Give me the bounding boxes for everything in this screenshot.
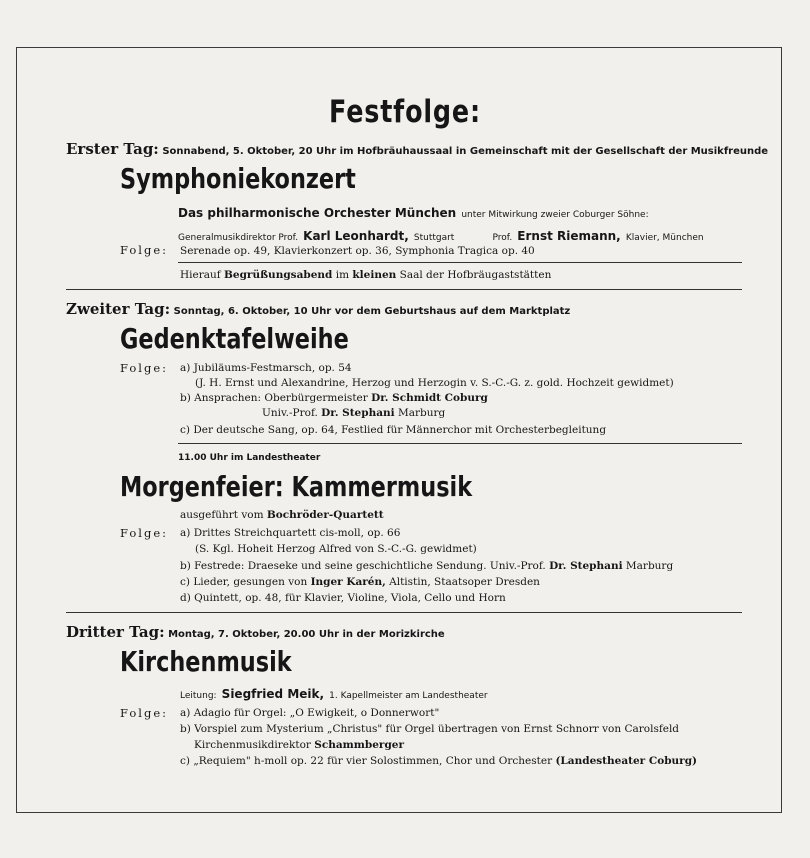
day2-b2-name: Dr. Stephani: [321, 407, 395, 419]
day2-line: [66, 300, 570, 318]
day3-b2-name: Schammberger: [314, 739, 404, 751]
divider: [178, 262, 742, 263]
day1-after-b1: Begrüßungsabend: [224, 269, 333, 281]
day2-m-c: [180, 576, 540, 588]
day2-b-pre: b) Ansprachen: Oberbürgermeister: [180, 392, 368, 404]
day3-lead-post: 1. Kapellmeister am Landestheater: [329, 691, 488, 701]
divider: [178, 443, 742, 444]
day1-cond-city: Stuttgart: [413, 233, 455, 243]
day2-perf-name: Bochröder-Quartett: [266, 509, 384, 521]
day3-c-pre: c) „Requiem" h-moll op. 22 für vier Solostimmen, Chor und Orchester: [180, 755, 553, 767]
folge-label: Folge:: [120, 526, 168, 540]
day1-after-mid: im: [335, 269, 350, 281]
day2-m-b-pre: b) Festrede: Draeseke und seine geschichtliche Sendung. Univ.-Prof.: [180, 560, 546, 572]
day2-performer: [180, 509, 384, 521]
day3-lead-pre: Leitung:: [180, 691, 217, 701]
day2-b-name: Dr. Schmidt Coburg: [371, 392, 488, 404]
day3-info: Montag, 7. Oktober, 20.00 Uhr in der Morizkirche: [168, 629, 445, 640]
folge-label: Folge:: [120, 706, 168, 720]
day2-m-b-post: Marburg: [625, 560, 674, 572]
day1-piano-name: Ernst Riemann,: [517, 229, 621, 243]
day2-item-b: [180, 392, 488, 404]
day3-c-name: (Landestheater Coburg): [555, 755, 698, 767]
day2-m-c-name: Inger Karén,: [310, 576, 386, 588]
day2-perf-pre: ausgeführt vom: [180, 509, 264, 521]
day1-soloists-line: [178, 225, 704, 244]
day2-m-c-pre: c) Lieder, gesungen von: [180, 576, 308, 588]
day2-m-b-name: Dr. Stephani: [549, 560, 623, 572]
day3-item-b: b) Vorspiel zum Mysterium „Christus" für Orgel übertragen von Ernst Schnorr von Carolsfeld: [180, 723, 680, 735]
day1-line: [66, 140, 768, 158]
day2-m-b: [180, 560, 673, 572]
day1-piano-pre: Prof.: [492, 233, 513, 243]
day2-heading: Gedenktafelweihe: [120, 322, 349, 355]
day1-after-line: [180, 269, 551, 281]
day1-after-pre: Hierauf: [180, 269, 221, 281]
day2-item-a2: (J. H. Ernst und Alexandrine, Herzog und Herzogin v. S.-C.-G. z. gold. Hochzeit gewidmet): [195, 377, 674, 389]
day1-cond-name: Karl Leonhardt,: [303, 229, 409, 243]
day1-info: Sonnabend, 5. Oktober, 20 Uhr im Hofbräuhaussaal in Gemeinschaft mit der Gesellschaft der Musikfreunde: [162, 146, 769, 157]
day3-item-c: [180, 755, 697, 767]
day2-m-c-post: Altistin, Staatsoper Dresden: [389, 576, 540, 588]
day3-line: [66, 623, 445, 641]
page-title: Festfolge:: [329, 94, 481, 130]
day1-orchestra-line: [178, 202, 649, 221]
day1-after-post: Saal der Hofbräugaststätten: [399, 269, 552, 281]
day1-piano-post: Klavier, München: [625, 233, 704, 243]
day2-m-a2: (S. Kgl. Hoheit Herzog Alfred von S.-C.-G. gewidmet): [195, 543, 477, 555]
day1-heading: Symphoniekonzert: [120, 162, 356, 195]
divider: [66, 289, 742, 290]
day3-leader: [180, 683, 488, 702]
day2-heading2: Morgenfeier: Kammermusik: [120, 470, 473, 503]
day2-item-b2: [262, 407, 445, 419]
day1-after-b2: kleinen: [352, 269, 397, 281]
day2-b2-post: Marburg: [397, 407, 446, 419]
day2-info: Sonntag, 6. Oktober, 10 Uhr vor dem Geburtshaus auf dem Marktplatz: [173, 306, 571, 317]
day3-item-b2: [194, 739, 404, 751]
folge-label: Folge:: [120, 361, 168, 375]
day2-item-a: a) Jubiläums-Festmarsch, op. 54: [180, 362, 352, 374]
day1-label: Erster Tag:: [66, 140, 159, 158]
day2-b2-pre: Univ.-Prof.: [262, 407, 318, 419]
divider: [66, 612, 742, 613]
day3-lead-name: Siegfried Meik,: [221, 687, 325, 701]
day2-m-d: d) Quintett, op. 48, für Klavier, Violine, Viola, Cello und Horn: [180, 592, 506, 604]
day2-m-a: a) Drittes Streichquartett cis-moll, op. 66: [180, 527, 401, 539]
day1-orchestra-note: unter Mitwirkung zweier Coburger Söhne:: [461, 210, 649, 220]
day2-time: 11.00 Uhr im Landestheater: [178, 453, 321, 463]
day2-label: Zweiter Tag:: [66, 300, 171, 318]
day2-item-c: c) Der deutsche Sang, op. 64, Festlied für Männerchor mit Orchesterbegleitung: [180, 424, 607, 436]
day1-cond-pre: Generalmusikdirektor Prof.: [178, 233, 299, 243]
day1-orchestra: Das philharmonische Orchester München: [178, 206, 457, 220]
day3-label: Dritter Tag:: [66, 623, 165, 641]
day3-heading: Kirchenmusik: [120, 645, 292, 678]
day3-item-a: a) Adagio für Orgel: „O Ewigkeit, o Donnerwort": [180, 707, 440, 719]
day1-program: Serenade op. 49, Klavierkonzert op. 36, Symphonia Tragica op. 40: [180, 245, 535, 257]
day3-b2-pre: Kirchenmusikdirektor: [194, 739, 311, 751]
folge-label: Folge:: [120, 243, 168, 257]
